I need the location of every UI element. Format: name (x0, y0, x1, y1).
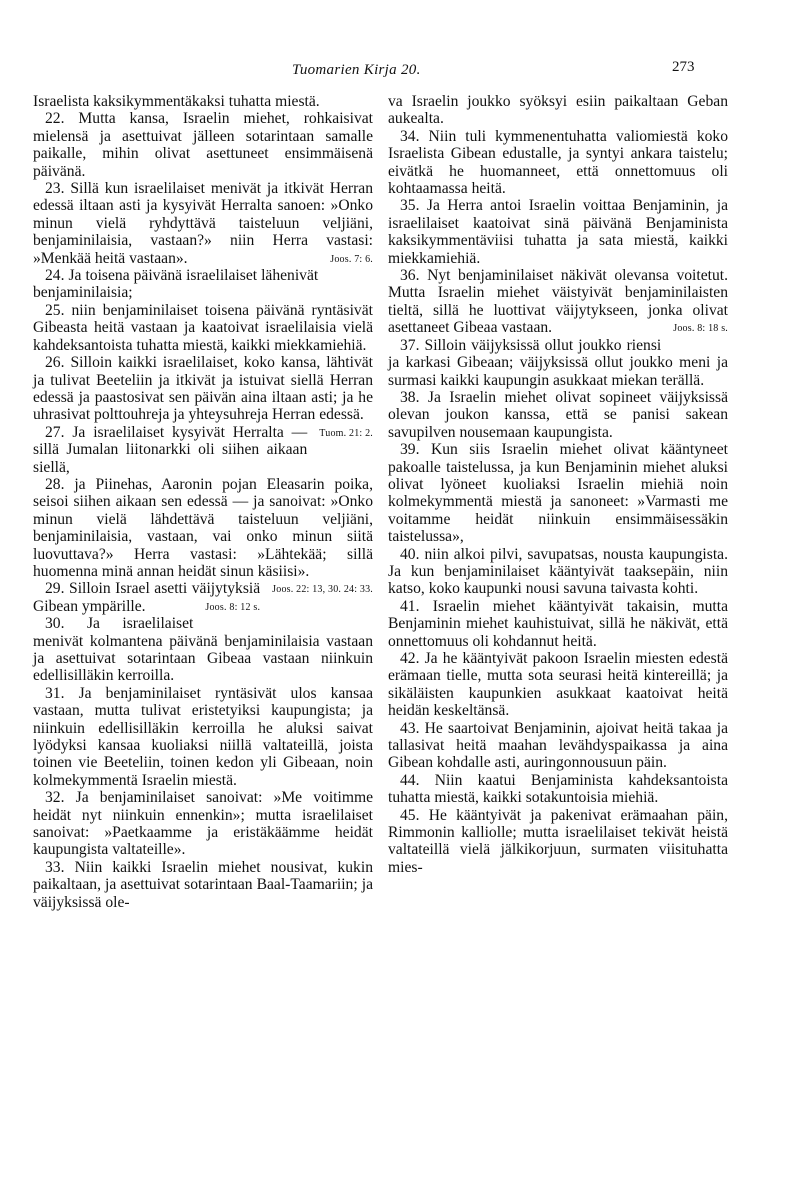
verse-number: 30. (45, 615, 65, 633)
running-head (0, 59, 792, 84)
verse-number: 44. (400, 771, 420, 789)
verse (33, 302, 373, 354)
verse-number: 42. (400, 650, 420, 667)
verse-text: Silloin väijyksissä ollut joukko riensi ja karkasi Gibeaan; väijyksissä ollut joukko meni ja surmasi kaikki kaupungin asukkaat miekan terällä. (388, 336, 728, 389)
verse (33, 615, 373, 685)
verse-number: 35. (400, 197, 420, 215)
verse-text: Niin kaatui Benjaminista kahdeksantoista tuhatta miestä, kaikki sotakuntoisia miehiä. (388, 771, 728, 807)
verse-text: Ja benjaminilaiset sanoivat: »Me voitimme heidät nyt niinkuin ennenkin»; mutta israelilaiset sanoivat: »Paetkaamme ja eristäkäämme heidät kaupungista valtateille». (33, 789, 373, 859)
verse-text: Ja israelilaiset kysyivät Herralta — sillä Jumalan liitonarkki oli siihen aikaan siellä, (33, 423, 308, 476)
verse-text: Sillä kun israelilaiset menivät ja itkivät Herran edessä iltaan asti ja kysyivät Herralta sanoen: »Onko minun vielä ryhdyttävä taisteluun veljiäni, benjaminilaisia, vastaan?» niin Herra vastasi: »Menkää heitä vastaan». (33, 180, 373, 267)
cross-reference: Joos. 8: 18 s. (673, 323, 728, 335)
verse (388, 441, 728, 545)
verse (388, 772, 728, 807)
right-column (388, 93, 728, 876)
verse-number: 27. (45, 423, 65, 441)
verse-number: 31. (45, 684, 65, 702)
verse-number: 43. (400, 719, 420, 737)
verse-text: Ja Herra antoi Israelin voittaa Benjaminin, ja israelilaiset kaatoivat sinä päivänä Benjaminista kaksikymmentäviisi tuhatta ja sata miestä, kaikki miekkamiehiä. (388, 197, 728, 267)
verse-number: 38. (400, 388, 420, 406)
verse-number: 33. (45, 858, 65, 876)
verse (33, 180, 373, 267)
verse-text: Silloin Israel asetti väijytyksiä Gibean ympärille. (33, 580, 261, 615)
verse-number: 29. (45, 580, 65, 598)
verse-text: va Israelin joukko syöksyi esiin paikaltaan Geban aukealta. (388, 93, 728, 128)
verse-text: Nyt benjaminilaiset näkivät olevansa voitetut. Mutta Israelin miehet väistyivät benjaminilaisten tieltä, sillä he luottivat väijytykseen, jonka olivat asettaneet Gibeaa vastaan. (388, 267, 728, 337)
verse-text: Ja Israelin miehet olivat sopineet väijyksissä olevan joukon kanssa, että se panisi sakean savupilven nousemaan kaupungista. (388, 388, 728, 441)
verse-text: He kääntyivät ja pakenivat erämaahan päin, Rimmonin kalliolle; mutta israelilaiset tekivät heistä valtateillä vielä jälkikorjuun, surmaten viisituhatta mies- (388, 806, 728, 876)
verse-text: Israelista kaksikymmentäkaksi tuhatta miestä. (33, 93, 320, 110)
verse (388, 337, 728, 389)
verse (388, 546, 728, 598)
cross-reference: Joos. 22: 13, 30. 24: 33. (272, 584, 373, 596)
verse-number: 40. (400, 545, 420, 563)
verse (388, 93, 728, 128)
verse-number: 45. (400, 806, 420, 824)
verse (33, 93, 373, 110)
verse-number: 36. (400, 267, 420, 285)
verse (388, 720, 728, 772)
verse (388, 128, 728, 198)
verse (388, 389, 728, 441)
verse-number: 34. (400, 127, 420, 145)
cross-reference: Joos. 7: 6. (330, 253, 373, 265)
verse-text: Ja toisena päivänä israelilaiset lähenivät benjaminilaisia; (33, 267, 319, 302)
verse-text: Kun siis Israelin miehet olivat kääntyneet pakoalle taistelussa, ja kun Benjaminin miehet aluksi olivat lyöneet kuoliaksi Israelin miehiä noin kolmekymmentä miestä ja sanoneet: »Varmasti me voitamme heidät niinkuin ensimmäisessäkin taistelussa», (388, 441, 728, 546)
verse-number: 25. (45, 301, 65, 319)
verse-number: 28. (45, 475, 65, 493)
verse-text: He saartoivat Benjaminin, ajoivat heitä takaa ja tallasivat heitä maahan levähdyspaikassa ja aina Gibean kohdalle asti, auringonnousuun päin. (388, 719, 728, 772)
verse-number: 23. (45, 180, 65, 198)
verse (33, 267, 373, 302)
verse-text: Mutta kansa, Israelin miehet, rohkaisivat mielensä ja asettuivat jälleen sotarintaan samalle paikalle, mihin olivat asettuneet ensimmäisenä päivänä. (33, 110, 374, 180)
verse-text: Israelin miehet kääntyivät takaisin, mutta Benjaminin miehet kauhistuivat, sillä he näkivät, että onnettomuus oli kohdannut heitä. (388, 597, 728, 650)
verse-text: Ja benjaminilaiset ryntäsivät ulos kansaa vastaan, mutta tulivat eristetyiksi kaupungista; ja niinkuin edellisilläkin kerroilla he aluksi saivat lyödyksi kansaa kuoliaksi niillä valtateillä, joista toinen vie Beeteliin, toinen kedon yli Gibeaan, noin kolmekymmentä Israelin miestä. (33, 684, 374, 789)
verse-text: Niin kaikki Israelin miehet nousivat, kukin paikaltaan, ja asettuivat sotarintaan Baal-Taamariin; ja väijyksissä ole- (33, 858, 373, 911)
verse (33, 859, 373, 911)
verse (33, 685, 373, 789)
verse-text: niin benjaminilaiset toisena päivänä ryntäsivät Gibeasta heitä vastaan ja kaatoivat israelilaisia vielä kahdeksantoista tuhatta miestä, kaikki miekkamiehiä. (33, 301, 373, 354)
verse (388, 598, 728, 650)
verse-number: 24. (45, 267, 65, 285)
page-number: 273 (672, 59, 695, 75)
verse (33, 110, 373, 180)
verse (388, 197, 728, 267)
verse-text: Niin tuli kymmenentuhatta valiomiestä koko Israelista Gibean edustalle, ja syntyi ankara taistelu; eivätkä he huomanneet, että onnettomuus oli kohtaamassa heitä. (388, 127, 729, 198)
verse (33, 789, 373, 859)
verse-number: 39. (400, 441, 420, 459)
running-title: Tuomarien Kirja 20. (292, 62, 421, 78)
verse-number: 37. (400, 336, 420, 354)
verse-text: ja Piinehas, Aaronin pojan Eleasarin poika, seisoi siihen aikaan sen edessä — ja sanoivat: »Onko minun vielä lähdettävä taisteluun veljiäni, benjaminilaisia, vastaan, vai onko minun siitä luovuttava?» Herra vastasi: »Lähtekää; sillä huomenna minä annan heidät sinun käsiisi». (33, 475, 373, 580)
verse-text: Ja israelilaiset menivät kolmantena päivänä benjaminilaisia vastaan ja asettuivat sotarintaan Gibeaa vastaan niinkuin edellisilläkin kerroilla. (33, 615, 373, 685)
verse (388, 650, 728, 720)
verse-number: 32. (45, 789, 65, 807)
verse-number: 41. (400, 597, 420, 615)
cross-reference: Joos. 8: 12 s. (205, 601, 261, 613)
verse-number: 22. (45, 110, 65, 128)
verse-text: Ja he kääntyivät pakoon Israelin miesten edestä erämaan tielle, mutta sota seurasi heitä kintereillä; ja sikäläisten kaupunkien asukkaat kaatoivat heitä heidän keskeltänsä. (388, 650, 728, 720)
verse (388, 807, 728, 877)
verse-text: niin alkoi pilvi, savupatsas, nousta kaupungista. Ja kun benjaminilaiset kääntyivät taaksepäin, niin katso, koko kaupunki nousi savuna taivasta kohti. (388, 545, 728, 598)
verse (388, 267, 728, 337)
left-column (33, 93, 373, 911)
verse-text: Silloin kaikki israelilaiset, koko kansa, lähtivät ja tulivat Beeteliin ja itkivät ja istuivat siellä Herran edessä ja paastosivat sen päivän aina iltaan asti; ja he uhrasivat polttouhreja ja yhteysuhreja Herran edessä. (33, 354, 373, 424)
cross-reference: Tuom. 21: 2. (319, 427, 373, 439)
verse-number: 26. (45, 354, 65, 372)
